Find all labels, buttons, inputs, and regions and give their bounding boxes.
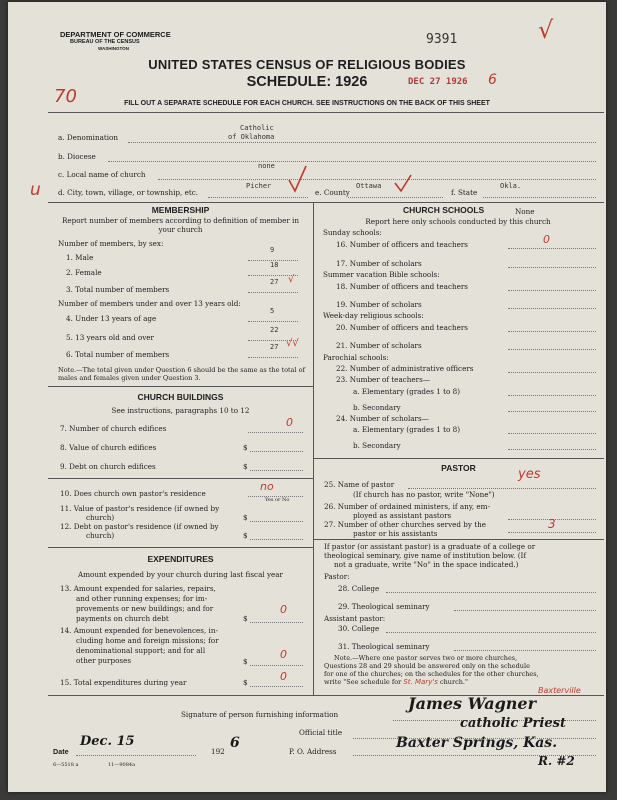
q28-line <box>386 592 596 593</box>
city-value: Picher <box>246 182 272 190</box>
date-line <box>76 755 196 756</box>
q9-dollar: $ <box>243 462 248 471</box>
q11-label-a: 11. Value of pastor's residence (if owned by <box>60 504 220 513</box>
schools-heading: CHURCH SCHOOLS <box>403 205 485 215</box>
address-value-2: R. #2 <box>538 754 575 768</box>
q24a-line <box>508 433 596 434</box>
buildings-sub: See instructions, paragraphs 10 to 12 <box>111 406 250 415</box>
header-rule <box>48 112 604 113</box>
q20-label: 20. Number of officers and teachers <box>336 323 468 332</box>
instructions-line: FILL OUT A SEPARATE SCHEDULE FOR EACH CHURCH. SEE INSTRUCTIONS ON THE BACK OF THIS SHEET <box>124 100 490 107</box>
q25-label: 25. Name of pastor <box>324 480 395 489</box>
diocese-label: b. Diocese <box>58 152 96 161</box>
membership-rule <box>48 386 313 387</box>
q11-label-b: church) <box>86 513 115 522</box>
q23a-line <box>508 395 596 396</box>
sunday-label: Sunday schools: <box>323 228 382 237</box>
q29-label: 29. Theological seminary <box>338 602 430 611</box>
q14-line-1: 14. Amount expended for benevolences, in- <box>60 626 218 635</box>
grad-note-1: If pastor (or assistant pastor) is a graduate of a college or <box>324 542 536 551</box>
summer-label: Summer vacation Bible schools: <box>323 270 440 279</box>
q14-line-4: other purposes <box>76 656 132 665</box>
female-label: 2. Female <box>66 268 102 277</box>
q29-line <box>454 610 596 611</box>
q14-value: 0 <box>280 648 287 661</box>
q13-line-1: 13. Amount expended for salaries, repairs, <box>60 584 216 593</box>
census-form-sheet <box>8 2 606 792</box>
local-name-label: c. Local name of church <box>58 170 146 179</box>
weekday-label: Week-day religious schools: <box>323 311 424 320</box>
margin-number: 70 <box>54 86 77 107</box>
q31-label: 31. Theological seminary <box>338 642 430 651</box>
asst-label: Assistant pastor: <box>324 614 386 623</box>
schools-rule <box>313 458 604 459</box>
bureau-label: BUREAU OF THE CENSUS <box>70 39 140 45</box>
q15-label: 15. Total expenditures during year <box>60 678 187 687</box>
q20-line <box>508 331 596 332</box>
fields-rule <box>48 202 604 203</box>
received-stamp: DEC 27 1926 <box>408 77 468 87</box>
date-label: Date <box>53 747 69 756</box>
under13-label: 4. Under 13 years of age <box>66 314 157 323</box>
q19-label: 19. Number of scholars <box>336 300 422 309</box>
q12-label-b: church) <box>86 531 115 540</box>
center-divider <box>313 202 314 695</box>
q23b-label: b. Secondary <box>353 403 401 412</box>
q10-value: no <box>260 480 274 493</box>
q21-label: 21. Number of scholars <box>336 341 422 350</box>
city-label: WASHINGTON <box>98 46 129 51</box>
q11-dollar: $ <box>243 513 248 522</box>
form-number-2: 11—9084a <box>108 762 136 768</box>
q26-label-b: ployed as assistant pastors <box>353 511 452 520</box>
q12-dollar: $ <box>243 531 248 540</box>
q7-line <box>248 432 303 433</box>
q23a-label: a. Elementary (grades 1 to 8) <box>353 387 460 396</box>
schools-none: None <box>515 207 535 216</box>
q27-line <box>508 532 596 533</box>
q17-label: 17. Number of scholars <box>336 259 422 268</box>
state-value: Okla. <box>500 182 522 190</box>
q23-label: 23. Number of teachers— <box>336 375 430 384</box>
local-name-line <box>158 179 596 180</box>
q24a-label: a. Elementary (grades 1 to 8) <box>353 425 460 434</box>
parochial-label: Parochial schools: <box>323 353 389 362</box>
date-value: Dec. 15 <box>80 734 135 749</box>
q27-label-a: 27. Number of other churches served by the <box>324 520 487 529</box>
q14-dollar: $ <box>243 657 248 666</box>
address-value: Baxter Springs, Kas. <box>396 735 558 751</box>
state-line <box>483 197 596 198</box>
q15-line <box>250 686 303 687</box>
q22-label: 22. Number of administrative officers <box>336 364 474 373</box>
q13-label <box>60 584 216 624</box>
q19-line <box>508 308 596 309</box>
q13-line-3: provements or new buildings; and for <box>76 604 214 613</box>
q10-label: 10. Does church own pastor's residence <box>60 489 206 498</box>
q22-line <box>508 372 596 373</box>
q25-line <box>408 488 596 489</box>
buildings-heading: CHURCH BUILDINGS <box>137 392 224 402</box>
by-sex-label: Number of members, by sex: <box>58 239 164 248</box>
q7-label: 7. Number of church edifices <box>60 424 167 433</box>
by-age-label: Number of members under and over 13 years old: <box>58 299 241 308</box>
q9-line <box>250 470 303 471</box>
denomination-value-2: of Oklahoma <box>228 133 275 141</box>
q16-line <box>508 248 596 249</box>
schedule-title: SCHEDULE: 1926 <box>246 74 368 90</box>
q14-line-2: cluding home and foreign missions; for <box>76 636 219 645</box>
q24b-line <box>508 449 596 450</box>
under13-line <box>248 321 298 322</box>
q30-label: 30. College <box>338 624 380 633</box>
city-check-icon <box>286 164 310 194</box>
buildings-mid-rule <box>48 478 313 479</box>
membership-heading: MEMBERSHIP <box>151 205 210 215</box>
male-value: 9 <box>270 246 275 254</box>
city-label-field: d. City, town, village, or township, etc. <box>58 188 199 197</box>
form-title: UNITED STATES CENSUS OF RELIGIOUS BODIES <box>148 57 466 72</box>
q25-value: yes <box>518 467 541 482</box>
membership-note: Note.—The total given under Question 6 should be the same as the total of males and females given under Question 3. <box>58 366 306 382</box>
q9-label: 9. Debt on church edifices <box>60 462 156 471</box>
denomination-label: a. Denomination <box>58 133 118 142</box>
q13-value: 0 <box>280 603 287 616</box>
denomination-value: Catholic <box>240 124 274 132</box>
signature-label: Signature of person furnishing information <box>181 710 339 719</box>
over13-value: 22 <box>270 326 279 334</box>
q25-note: (If church has no pastor, write "None") <box>353 490 495 499</box>
q24b-label: b. Secondary <box>353 441 401 450</box>
q21-line <box>508 349 596 350</box>
q13-line <box>250 622 303 623</box>
county-check-icon <box>393 172 415 194</box>
q23b-line <box>508 411 596 412</box>
total2-value: 27 <box>270 343 279 351</box>
pastor-note-1: Note.—Where one pastor serves two or more churches, <box>334 654 518 662</box>
q14-line <box>250 665 303 666</box>
pastor-note-2: Questions 28 and 29 should be answered only on the schedule <box>324 662 530 670</box>
city-line <box>208 197 308 198</box>
buildings-rule <box>48 547 313 548</box>
checkmark-icon: √ <box>538 16 554 44</box>
county-label: e. County <box>315 188 350 197</box>
q12-line <box>250 539 303 540</box>
q16-value: 0 <box>543 233 550 246</box>
pastor-label: Pastor: <box>324 572 350 581</box>
county-value: Ottawa <box>356 182 382 190</box>
total2-label: 6. Total number of members <box>66 350 170 359</box>
q13-line-2: and other running expenses; for im- <box>76 594 208 603</box>
pastor-note <box>324 654 539 686</box>
pastor-heading: PASTOR <box>441 463 476 473</box>
under13-value: 5 <box>270 307 275 315</box>
q16-label: 16. Number of officers and teachers <box>336 240 468 249</box>
pastor-rule <box>313 539 604 540</box>
address-label: P. O. Address <box>289 747 337 756</box>
stamp-annotation: 6 <box>488 72 497 88</box>
local-name-value: none <box>258 162 275 170</box>
male-label: 1. Male <box>66 253 94 262</box>
grad-note-2: theological seminary, give name of institution below. (If <box>324 551 527 560</box>
q27-label-b: pastor or his assistants <box>353 529 438 538</box>
official-title-value: catholic Priest <box>460 716 566 731</box>
pastor-note-end: church." <box>439 678 468 686</box>
denomination-line <box>128 142 596 143</box>
state-label: f. State <box>451 188 478 197</box>
q14-line-3: denominational support; and for all <box>76 646 206 655</box>
q17-line <box>508 267 596 268</box>
membership-intro: Report number of members according to definition of member in your church <box>62 216 299 234</box>
q30-line <box>386 632 596 633</box>
diocese-line <box>108 161 596 162</box>
q12-label-a: 12. Debt on pastor's residence (if owned by <box>60 522 219 531</box>
q8-dollar: $ <box>243 443 248 452</box>
pastor-note-3: for one of the churches; on the schedules for the other churches, <box>324 670 539 678</box>
total2-line <box>248 357 298 358</box>
year-value: 6 <box>230 735 240 751</box>
county-line <box>348 197 443 198</box>
q28-label: 28. College <box>338 584 380 593</box>
total1-label: 3. Total number of members <box>66 285 170 294</box>
total1-value: 27 <box>270 278 279 286</box>
official-title-label: Official title <box>299 728 343 737</box>
q18-line <box>508 290 596 291</box>
margin-u: u <box>30 180 41 200</box>
form-number: 6—5518 a <box>53 762 79 768</box>
year-prefix: 192 <box>211 747 225 756</box>
pastor-note-hand: St. Mary's <box>403 678 438 686</box>
q15-dollar: $ <box>243 678 248 687</box>
schools-intro: Report here only schools conducted by this church <box>365 217 551 226</box>
grad-note <box>324 542 535 569</box>
department-label: DEPARTMENT OF COMMERCE <box>60 30 171 39</box>
pastor-note-4: write "See schedule for <box>324 678 402 686</box>
total1-check-icon: √ <box>288 274 295 285</box>
q10-hint: Yes or No <box>265 497 290 503</box>
q15-value: 0 <box>280 670 287 683</box>
signature-value: James Wagner <box>408 694 536 713</box>
q26-label-a: 26. Number of ordained ministers, if any, em- <box>324 502 490 511</box>
q31-line <box>454 650 596 651</box>
serial-number: 9391 <box>426 32 458 47</box>
q14-label <box>60 626 219 666</box>
over13-label: 5. 13 years old and over <box>66 333 154 342</box>
pastor-note-hand-2: Baxterville <box>538 686 581 695</box>
q24-label: 24. Number of scholars— <box>336 414 429 423</box>
grad-note-3: not a graduate, write "No" in the space indicated.) <box>334 560 519 569</box>
expenditures-heading: EXPENDITURES <box>147 554 214 564</box>
q27-value: 3 <box>548 517 556 531</box>
q8-label: 8. Value of church edifices <box>60 443 157 452</box>
q13-line-4: payments on church debt <box>76 614 169 623</box>
female-value: 18 <box>270 261 279 269</box>
q11-line <box>250 521 303 522</box>
total2-check-icon: √√ <box>286 338 299 349</box>
expenditures-sub: Amount expended by your church during last fiscal year <box>78 570 283 579</box>
q8-line <box>250 451 303 452</box>
total1-line <box>248 292 298 293</box>
q7-value: 0 <box>286 416 293 429</box>
q18-label: 18. Number of officers and teachers <box>336 282 468 291</box>
q13-dollar: $ <box>243 614 248 623</box>
